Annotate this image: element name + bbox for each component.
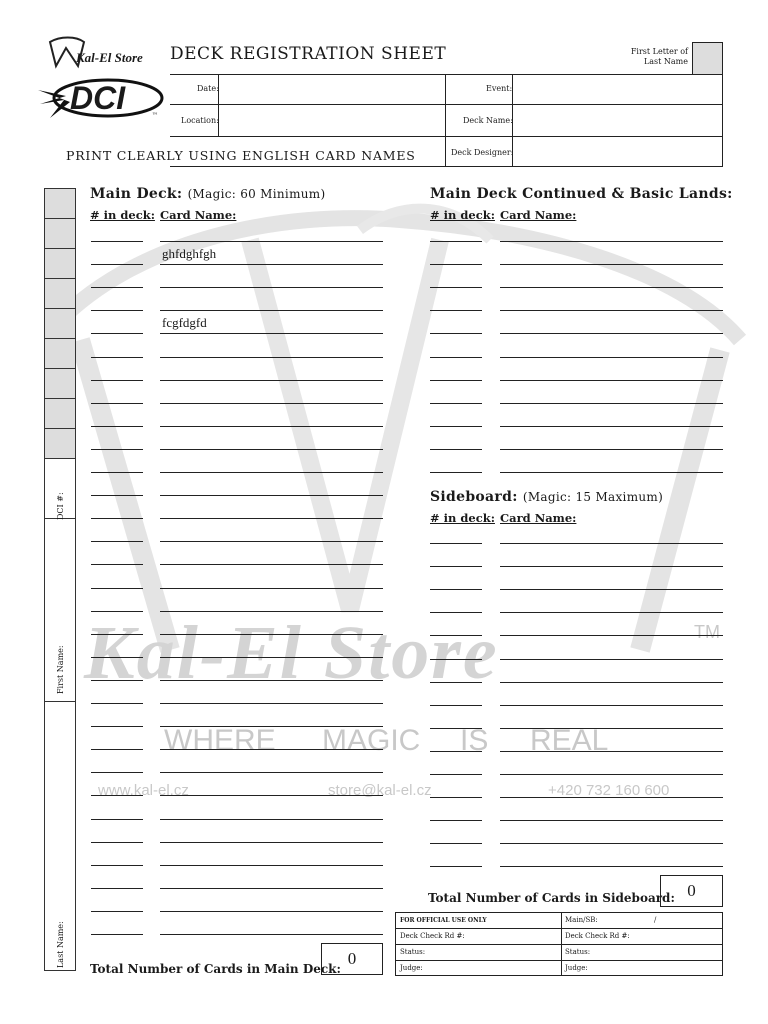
main-deck-count-line[interactable]: [91, 726, 143, 727]
continued-count-line[interactable]: [430, 472, 482, 473]
sideboard-name-line[interactable]: [500, 659, 723, 660]
main-deck-count-line[interactable]: [91, 888, 143, 889]
header-divider-2: [445, 74, 446, 167]
watermark-slogan-3: IS: [460, 724, 489, 757]
sideboard-name-line[interactable]: [500, 612, 723, 613]
sidebar-box: [45, 399, 75, 429]
sideboard-name-line[interactable]: [500, 866, 723, 867]
main-deck-count-line[interactable]: [91, 333, 143, 334]
first-letter-label: [600, 47, 688, 67]
main-deck-name-line[interactable]: [160, 726, 383, 727]
main-deck-count-line[interactable]: [91, 518, 143, 519]
official-slash: /: [654, 916, 657, 924]
sidebar-box: [45, 429, 75, 459]
continued-name-line[interactable]: [500, 403, 723, 404]
sideboard-count-line[interactable]: [430, 682, 482, 683]
first-name-label: First Name:: [56, 645, 65, 694]
watermark-phone: +420 732 160 600: [548, 782, 670, 799]
main-deck-count-line[interactable]: [91, 842, 143, 843]
watermark-slogan-2: MAGIC: [322, 724, 421, 757]
main-deck-count-line[interactable]: [91, 749, 143, 750]
store-logo-text: Kal-El Store: [76, 50, 143, 65]
last-name-label: Last Name:: [56, 921, 65, 968]
main-count-header: # in deck:: [90, 208, 155, 222]
sideboard-count-line[interactable]: [430, 728, 482, 729]
first-letter-label-line-2: Last Name: [643, 57, 688, 66]
main-deck-name-line[interactable]: [160, 518, 383, 519]
sideboard-name-line[interactable]: [500, 705, 723, 706]
sideboard-name-line[interactable]: [500, 566, 723, 567]
player-sidebar: [44, 188, 76, 971]
main-deck-name-line[interactable]: [160, 749, 383, 750]
sidebar-box: [45, 219, 75, 249]
main-deck-count-line[interactable]: [91, 865, 143, 866]
watermark-slogan-1: WHERE: [164, 724, 276, 757]
continued-name-line[interactable]: [500, 264, 723, 265]
sideboard-total-label: Total Number of Cards in Sideboard:: [428, 891, 675, 905]
main-deck-name-line[interactable]: [160, 865, 383, 866]
sideboard-count-line[interactable]: [430, 659, 482, 660]
first-letter-box[interactable]: [692, 42, 723, 75]
sideboard-count-line[interactable]: [430, 612, 482, 613]
official-row-line: [396, 944, 722, 945]
main-deck-name-line[interactable]: [160, 911, 383, 912]
sideboard-name-line[interactable]: [500, 774, 723, 775]
sideboard-count-line[interactable]: [430, 705, 482, 706]
main-deck-name-line[interactable]: [160, 795, 383, 796]
main-total-label: Total Number of Cards in Main Deck:: [90, 962, 341, 976]
official-status-2: Status:: [565, 948, 591, 956]
main-deck-count-line[interactable]: [91, 541, 143, 542]
deck-designer-field[interactable]: [514, 138, 721, 166]
watermark-store: Kal-El Store: [84, 611, 499, 695]
continued-name-line[interactable]: [500, 449, 723, 450]
main-deck-count-line[interactable]: [91, 403, 143, 404]
sideboard-name-line[interactable]: [500, 682, 723, 683]
main-deck-count-line[interactable]: [91, 264, 143, 265]
main-deck-name-line[interactable]: [160, 842, 383, 843]
main-deck-count-line[interactable]: [91, 703, 143, 704]
main-deck-count-line[interactable]: [91, 380, 143, 381]
main-deck-name-line[interactable]: [160, 310, 383, 311]
sideboard-count-line[interactable]: [430, 797, 482, 798]
event-field[interactable]: [514, 76, 721, 103]
sideboard-count-line[interactable]: [430, 820, 482, 821]
official-row-line: [396, 960, 722, 961]
official-judge-2: Judge:: [565, 964, 588, 972]
sidebar-box: [45, 279, 75, 309]
continued-name-line[interactable]: [500, 426, 723, 427]
sidebar-box: [45, 189, 75, 219]
location-label: Location:: [181, 116, 219, 125]
main-deck-count-line[interactable]: [91, 495, 143, 496]
continued-count-line[interactable]: [430, 241, 482, 242]
continued-count-line[interactable]: [430, 264, 482, 265]
sidebar-box: [45, 309, 75, 339]
main-deck-count-line[interactable]: [91, 634, 143, 635]
main-card-entry[interactable]: fcgfdgfd: [162, 315, 207, 330]
sideboard-name-header: Card Name:: [500, 511, 577, 525]
continued-count-line[interactable]: [430, 426, 482, 427]
sidebar-box: [45, 339, 75, 369]
main-deck-name-line[interactable]: [160, 819, 383, 820]
main-deck-name-line[interactable]: [160, 657, 383, 658]
page-title: DECK REGISTRATION SHEET: [170, 44, 447, 64]
continued-count-line[interactable]: [430, 357, 482, 358]
watermark-slogan-4: REAL: [530, 724, 609, 757]
sideboard-title: [430, 489, 663, 505]
main-deck-name-line[interactable]: [160, 611, 383, 612]
main-deck-name-line[interactable]: [160, 472, 383, 473]
continued-count-line[interactable]: [430, 380, 482, 381]
main-deck-count-line[interactable]: [91, 449, 143, 450]
dci-logo-tm: ™: [152, 112, 158, 119]
sideboard-name-line[interactable]: [500, 820, 723, 821]
main-deck-name-line[interactable]: [160, 888, 383, 889]
deck-name-field[interactable]: [514, 106, 721, 134]
main-deck-name-line[interactable]: [160, 634, 383, 635]
sidebar-box: [45, 249, 75, 279]
main-deck-count-line[interactable]: [91, 310, 143, 311]
main-deck-name-line[interactable]: [160, 772, 383, 773]
sideboard-count-line[interactable]: [430, 751, 482, 752]
official-main-sb: Main/SB:: [565, 916, 598, 924]
sideboard-name-line[interactable]: [500, 797, 723, 798]
continued-name-line[interactable]: [500, 241, 723, 242]
watermark-website: www.kal-el.cz: [98, 782, 189, 799]
main-deck-count-line[interactable]: [91, 819, 143, 820]
continued-name-line[interactable]: [500, 287, 723, 288]
sideboard-subtitle: (Magic: 15 Maximum): [522, 490, 664, 504]
date-field[interactable]: [220, 76, 443, 103]
main-deck-count-line[interactable]: [91, 357, 143, 358]
main-deck-subtitle: (Magic: 60 Minimum): [187, 187, 326, 201]
continued-count-line[interactable]: [430, 310, 482, 311]
main-deck-name-line[interactable]: [160, 541, 383, 542]
main-deck-count-line[interactable]: [91, 564, 143, 565]
watermark-tm: TM: [694, 622, 720, 642]
sideboard-title-text: Sideboard:: [430, 489, 518, 505]
continued-name-line[interactable]: [500, 357, 723, 358]
main-deck-name-line[interactable]: [160, 426, 383, 427]
main-deck-count-line[interactable]: [91, 588, 143, 589]
main-deck-name-line[interactable]: [160, 357, 383, 358]
main-deck-count-line[interactable]: [91, 657, 143, 658]
main-deck-name-line[interactable]: [160, 703, 383, 704]
continued-count-header: # in deck:: [430, 208, 495, 222]
sideboard-count-line[interactable]: [430, 543, 482, 544]
sideboard-name-line[interactable]: [500, 589, 723, 590]
continued-name-header: Card Name:: [500, 208, 577, 222]
deck-name-label: Deck Name:: [463, 116, 513, 125]
continued-name-line[interactable]: [500, 472, 723, 473]
main-deck-name-line[interactable]: [160, 241, 383, 242]
main-deck-count-line[interactable]: [91, 911, 143, 912]
header-row-line-2: [170, 136, 723, 137]
main-deck-count-line[interactable]: [91, 241, 143, 242]
dci-logo-text: DCI: [70, 80, 126, 116]
main-deck-name-line[interactable]: [160, 449, 383, 450]
deck-designer-label: Deck Designer:: [451, 148, 514, 157]
official-use-table: [395, 912, 723, 976]
main-deck-count-line[interactable]: [91, 611, 143, 612]
sideboard-count-line[interactable]: [430, 843, 482, 844]
main-deck-count-line[interactable]: [91, 287, 143, 288]
sideboard-count-line[interactable]: [430, 589, 482, 590]
main-total-box[interactable]: 0: [321, 943, 383, 975]
main-deck-title-text: Main Deck:: [90, 186, 183, 202]
main-deck-name-line[interactable]: [160, 934, 383, 935]
main-card-entry[interactable]: ghfdghfgh: [162, 246, 217, 261]
sideboard-count-line[interactable]: [430, 866, 482, 867]
main-deck-count-line[interactable]: [91, 680, 143, 681]
sideboard-count-line[interactable]: [430, 566, 482, 567]
date-label: Date:: [197, 84, 219, 93]
sideboard-name-line[interactable]: [500, 635, 723, 636]
official-header: FOR OFFICIAL USE ONLY: [400, 917, 487, 924]
sideboard-count-line[interactable]: [430, 774, 482, 775]
main-deck-count-line[interactable]: [91, 472, 143, 473]
main-deck-count-line[interactable]: [91, 426, 143, 427]
official-deck-check-1: Deck Check Rd #:: [400, 932, 465, 940]
sideboard-count-line[interactable]: [430, 635, 482, 636]
main-continued-title: Main Deck Continued & Basic Lands:: [430, 186, 733, 202]
main-deck-name-line[interactable]: [160, 564, 383, 565]
sidebar-box: [45, 369, 75, 399]
watermark-email: store@kal-el.cz: [328, 782, 432, 799]
main-deck-name-line[interactable]: [160, 333, 383, 334]
continued-name-line[interactable]: [500, 380, 723, 381]
main-deck-count-line[interactable]: [91, 772, 143, 773]
main-deck-name-line[interactable]: [160, 403, 383, 404]
main-deck-title: [90, 186, 325, 202]
main-deck-name-line[interactable]: [160, 680, 383, 681]
continued-count-line[interactable]: [430, 403, 482, 404]
instruction-text: PRINT CLEARLY USING ENGLISH CARD NAMES: [66, 148, 416, 163]
main-deck-name-line[interactable]: [160, 588, 383, 589]
dci-number-label: DCI #:: [56, 492, 65, 520]
sideboard-name-line[interactable]: [500, 843, 723, 844]
sideboard-total-box[interactable]: 0: [660, 875, 723, 907]
first-letter-label-line-1: First Letter of: [630, 47, 688, 56]
event-label: Event:: [486, 84, 513, 93]
continued-count-line[interactable]: [430, 287, 482, 288]
location-field[interactable]: [220, 106, 443, 134]
main-deck-name-line[interactable]: [160, 264, 383, 265]
sideboard-name-line[interactable]: [500, 728, 723, 729]
official-row-line: [396, 928, 722, 929]
header-row-line-1: [170, 104, 723, 105]
main-name-header: Card Name:: [160, 208, 237, 222]
sideboard-name-line[interactable]: [500, 751, 723, 752]
main-deck-name-line[interactable]: [160, 287, 383, 288]
official-status-1: Status:: [400, 948, 426, 956]
official-judge-1: Judge:: [400, 964, 423, 972]
continued-name-line[interactable]: [500, 333, 723, 334]
official-deck-check-2: Deck Check Rd #:: [565, 932, 630, 940]
main-deck-name-line[interactable]: [160, 495, 383, 496]
continued-name-line[interactable]: [500, 310, 723, 311]
main-deck-count-line[interactable]: [91, 795, 143, 796]
main-deck-count-line[interactable]: [91, 934, 143, 935]
main-deck-name-line[interactable]: [160, 380, 383, 381]
continued-count-line[interactable]: [430, 333, 482, 334]
sideboard-name-line[interactable]: [500, 543, 723, 544]
continued-count-line[interactable]: [430, 449, 482, 450]
sideboard-count-header: # in deck:: [430, 511, 495, 525]
